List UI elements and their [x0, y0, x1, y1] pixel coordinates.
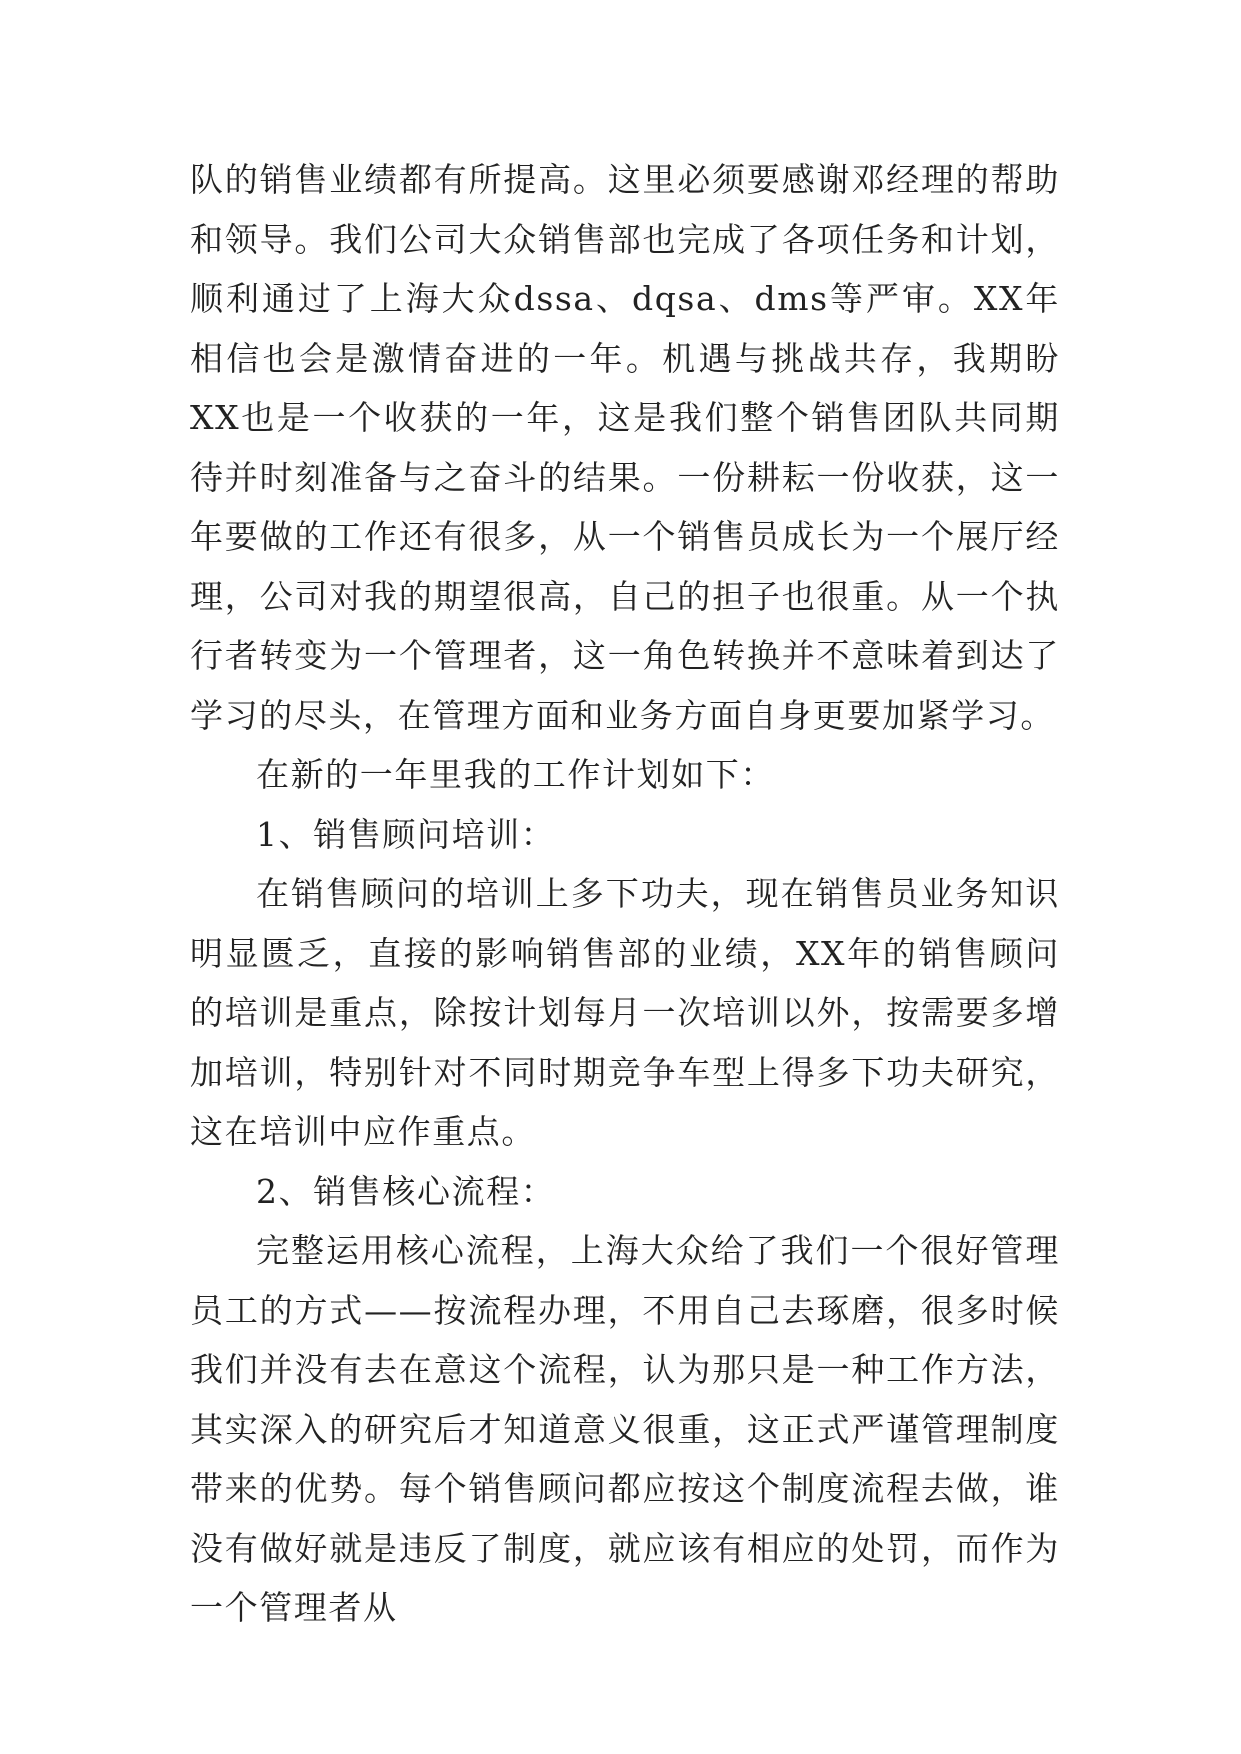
document-body — [190, 150, 1060, 1638]
paragraph-training: 在销售顾问的培训上多下功夫，现在销售员业务知识明显匮乏，直接的影响销售部的业绩，XX年的销售顾问的培训是重点，除按计划每月一次培训以外，按需要多增加培训，特别针对不同时期竞争车型上得多下功夫研究，这在培训中应作重点。 — [190, 874, 1060, 1151]
paragraph-plan-heading: 在新的一年里我的工作计划如下： — [256, 755, 775, 794]
paragraph-core-process: 完整运用核心流程，上海大众给了我们一个很好管理员工的方式——按流程办理，不用自己去琢磨，很多时候我们并没有去在意这个流程，认为那只是一种工作方法，其实深入的研究后才知道意义很重，这正式严谨管理制度带来的优势。每个销售顾问都应按这个制度流程去做，谁没有做好就是违反了制度，就应该有相应的处罚，而作为一个管理者从 — [190, 1231, 1060, 1627]
section-heading-core-process: 2、销售核心流程： — [256, 1171, 556, 1211]
paragraph-intro: 队的销售业绩都有所提高。这里必须要感谢邓经理的帮助和领导。我们公司大众销售部也完成了各项任务和计划，顺利通过了上海大众dssa、dqsa、dms等严审。XX年相信也会是激情奋进的一年。机遇与挑战共存，我期盼XX也是一个收获的一年，这是我们整个销售团队共同期待并时刻准备与之奋斗的结果。一份耕耘一份收获，这一年要做的工作还有很多，从一个销售员成长为一个展厅经理，公司对我的期望很高，自己的担子也很重。从一个执行者转变为一个管理者，这一角色转换并不意味着到达了学习的尽头，在管理方面和业务方面自身更要加紧学习。 — [190, 160, 1060, 735]
section-heading-training: 1、销售顾问培训： — [256, 814, 556, 854]
